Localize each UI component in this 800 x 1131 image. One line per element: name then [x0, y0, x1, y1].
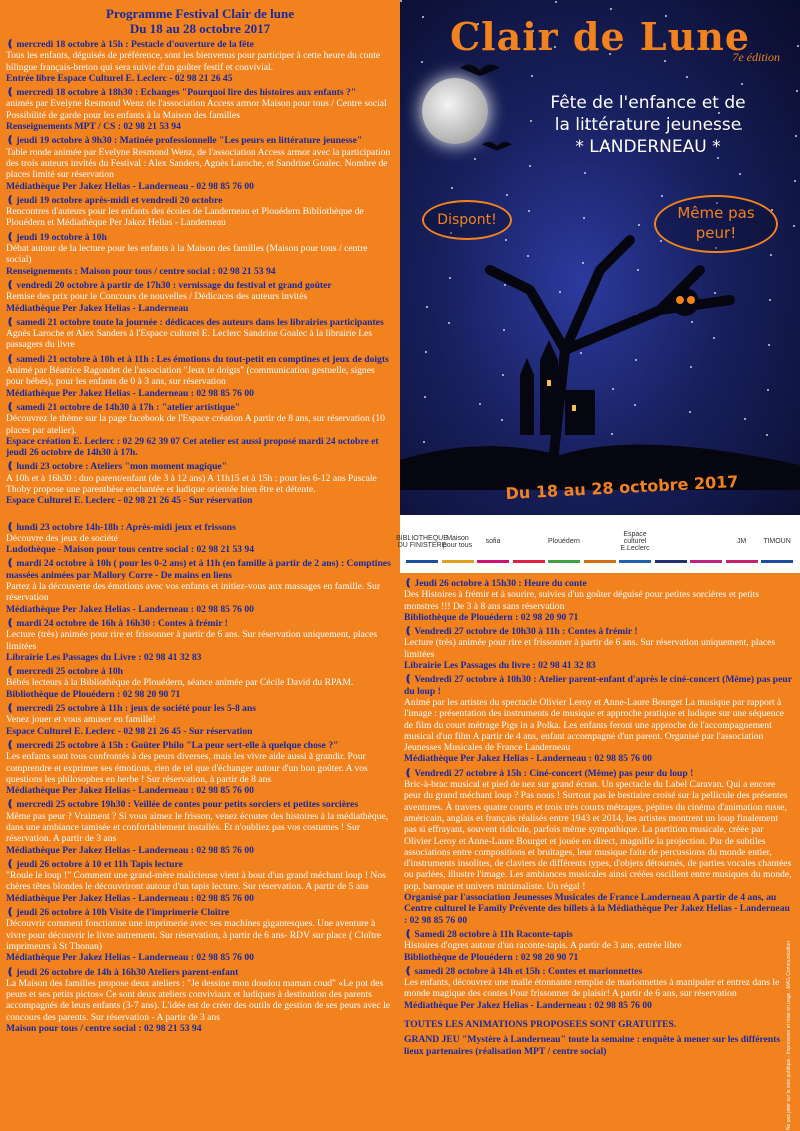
partner-logo: [513, 523, 545, 563]
event-contact: Médiathèque Per Jakez Helias - Landerneau - 02 98 85 76 00: [6, 180, 254, 192]
moon-bullet-icon: ❪: [404, 767, 413, 779]
print-credit: [786, 880, 796, 1130]
event-item: [6, 859, 394, 904]
programme-title: Programme Festival Clair de lune: [106, 6, 294, 21]
event-title-text: mercredi 25 octobre à 11h : jeux de société pour les 5-8 ans: [16, 703, 257, 715]
event-description: animés par Evelyne Resmond Wenz de l'association Access armor Maison pour tous / Centre social Possibilité de garde pour les enfants à la Maison des familles: [6, 98, 387, 121]
print-credit-text: Ne pas jeter sur la voie publique - Impression et mise en page : MAG Communication: [786, 941, 792, 1130]
event-title-text: samedi 28 octobre à 14h et 15h : Contes et marionnettes: [414, 965, 643, 977]
bat-icon: [460, 60, 500, 80]
event-item: [6, 618, 394, 663]
event-item: [6, 740, 394, 796]
event-item: [6, 799, 394, 855]
poster-edition: 7e édition: [732, 50, 780, 64]
event-item: [6, 558, 394, 614]
event-item: [404, 626, 792, 671]
event-contact: Médiathèque Per Jakez Helias - Landerneau : 02 98 85 76 00: [404, 753, 652, 765]
event-description: Bric-à-brac musical et pied de nez sur grand écran. Un spectacle du Label Caravan. Qui a encore peur du grand méchant loup ? Pas nous ! Surtout pas le bestiaire croisé sur la pellicule des présentes aventures. À travers quatre courts et trois très courts métrages, pépites du cinéma d'animation russe, américain, anglais et français réalisés entre 1943 et 2014, les artistes montrent un loup finalement pas si effrayant, souvent ridicule, parfois même sympathique. La partition musicale, créée par Olivier Leroy et Anne-Laure Bourget et jouée en direct, magnifie la projection. Par de subtiles associations entre compositions et bruitages, leur musique faite de percussions du monde entier, d'instruments insolites, de claviers de différents types, d'objets détournés, de parties vocales chantées ou parlées, illustre l'image. Les ambiances musicales ainsi créées oscillent entre musiques du monde, pop, baroque et univers minimaliste. Un régal !: [404, 779, 792, 892]
moon-bullet-icon: ❪: [404, 578, 413, 589]
event-contact: Librairie Les Passages du livre : 02 98 41 32 83: [404, 660, 596, 672]
event-contact: Espace Culturel E. Leclerc - 02 98 21 26 45 - Sur réservation: [6, 725, 253, 737]
event-item: [6, 232, 394, 277]
event-title-text: mercredi 18 octobre à 18h30 : Echanges "Pourquoi lire des histoires aux enfants ?": [16, 87, 357, 99]
event-contact: Bibliothèque de Plouédern : 02 98 20 90 71: [404, 951, 579, 963]
event-title: [6, 666, 394, 677]
event-description: Débat autour de la lecture pour les enfants à la Maison des familles (Maison pour tous / centre social): [6, 243, 368, 266]
free-notice: TOUTES LES ANIMATIONS PROPOSEES SONT GRATUITES.: [404, 1018, 677, 1030]
event-title-text: jeudi 26 octobre de 14h à 16h30 Ateliers parent-enfant: [16, 966, 239, 978]
event-title: [6, 859, 394, 870]
event-contact: Bibliothèque de Plouédern : 02 98 20 90 71: [404, 611, 579, 623]
event-title-text: samedi 21 octobre toute la journée : dédicaces des auteurs dans les librairies participantes: [16, 316, 384, 328]
star: [739, 173, 741, 175]
event-title: [404, 966, 792, 977]
event-title-text: mercredi 25 octobre 19h30 : Veillée de contes pour petits sorciers et petites sorcières: [16, 799, 359, 811]
event-description: Rencontres d'auteurs pour les enfants des écoles de Landerneau et Plouédern Bibliothèque de Plouédern et Médiathèque Per Jakez Helias - Landerneau: [6, 206, 364, 229]
event-item: [6, 354, 394, 399]
moon-bullet-icon: ❪: [6, 521, 15, 533]
speech-bubble-right: Même pas peur!: [654, 195, 778, 253]
event-description: Lecture (très) animée pour rire et frissonner à partir de 6 ans. Sur réservation uniquement, places limitées: [404, 637, 776, 660]
event-contact: Renseignements : Maison pour tous / centre social : 02 98 21 53 94: [6, 265, 276, 277]
event-title: [6, 703, 394, 714]
event-title-text: mardi 24 octobre de 16h à 16h30 : Contes à frémir !: [16, 617, 228, 629]
partner-logos: [396, 515, 800, 573]
event-title: [6, 232, 394, 243]
event-description: Remise des prix pour le Concours de nouvelles / Dédicaces des auteurs invités: [6, 291, 308, 303]
moon-bullet-icon: ❪: [6, 666, 15, 678]
event-description: Les enfants, découvrez une malle étonnante remplie de marionnettes à manipuler et entrez dans le monde magique des contes Pour frissonner de plaisir! A partir de 6 ans, sur réservation: [404, 977, 780, 1000]
event-contact: Médiathèque Per Jakez Helias - Landerneau : 02 98 85 76 00: [6, 892, 254, 904]
event-description: Bébés lecteurs à la Bibliothèque de Plouédern, séance animée par Cécile David du RPAM.: [6, 677, 354, 689]
star: [664, 60, 666, 62]
event-title: [6, 195, 394, 206]
event-title-text: mercredi 25 octobre à 15h : Goûter Philo "La peur sert-elle à quelque chose ?": [16, 739, 339, 751]
event-item: [6, 461, 394, 506]
event-description: Animé par Béatrice Ragondet de l'association "Jeux te doigts" (communication gestuelle, signes pour bébés), pour les enfants de 0 à 3 ans, sur réservation: [6, 365, 375, 388]
partner-logo: Espace culturel E.Leclerc: [619, 523, 651, 563]
moon-bullet-icon: ❪: [6, 194, 15, 206]
star: [661, 195, 663, 197]
speech-bubble-left: Dispont!: [422, 200, 512, 240]
event-description: Animé par les artistes du spectacle Olivier Leroy et Anne-Laure Bourget La musique par rapport à l'image : présentation des instruments de musique et approche pratique et ludique sur une séquence de film du court métrage Pigs in a Polka. Les enfants feront une approche de l'accompagnement musical d'un film A partir de 4 ans, enfant accompagné d'un parent. Organisé par l'association Jeunesses Musicales de France Landerneau: [404, 696, 785, 754]
event-item: [404, 966, 792, 1011]
event-title: [6, 907, 394, 918]
moon-bullet-icon: ❪: [404, 965, 413, 977]
partner-logo: BIBLIOTHEQUE DU FINISTERE: [406, 523, 438, 563]
event-contact: Organisé par l'association Jeunesses Musicales de France Landerneau A partir de 4 ans, au Centre culturel le Family Prévente des billets à la Médiathèque Per Jakez Helias - Landerneau : 02 98 85 76 00: [404, 892, 790, 926]
moon-bullet-icon: ❪: [404, 626, 413, 638]
event-item: [404, 929, 792, 963]
star: [531, 75, 533, 77]
star: [400, 0, 402, 2]
event-description: Partez à la découverte des émotions avec vos enfants et initiez-vous aux massages en famille. Sur réservation: [6, 581, 381, 604]
event-item: [404, 578, 792, 623]
moon-bullet-icon: ❪: [6, 799, 15, 811]
moon-bullet-icon: ❪: [6, 617, 15, 629]
event-title-text: vendredi 20 octobre à partir de 17h30 : vernissage du festival et grand goûter: [16, 279, 332, 291]
event-description: Histoires d'ogres autour d'un raconte-tapis. A partir de 3 ans, entrée libre: [404, 940, 682, 952]
star: [529, 165, 531, 167]
star: [474, 158, 476, 160]
event-description: Venez jouer et vous amuser en famille!: [6, 714, 156, 726]
event-item: [6, 967, 394, 1035]
event-title-text: jeudi 19 octobre à 10h: [16, 231, 107, 243]
partner-logo: Plouédern: [548, 523, 580, 563]
event-title: [404, 768, 792, 779]
poster-subtitle-line-1: Fête de l'enfance et de: [550, 93, 746, 113]
event-description: Découvrez le thème sur la page facebook de l'Espace création A partir de 8 ans, sur réservation (10 places par atelier).: [6, 413, 385, 436]
event-title-text: Vendredi 27 octobre à 10h30 : Atelier parent-enfant d'après le ciné-concert (Même) pas peur du loup !: [404, 674, 792, 697]
star: [555, 1, 557, 3]
event-title: [6, 354, 394, 365]
event-description: A 10h et à 16h30 : duo parent/enfant (de 3 à 12 ans) A 11h15 et à 15h : pour les 6-12 ans Pascale Thoby propose une parenthèse enchantée et ludique orientée bien être et détente.: [6, 472, 377, 495]
event-contact: Médiathèque Per Jakez Helias - Landerneau: [6, 302, 189, 314]
moon-bullet-icon: ❪: [6, 279, 15, 291]
star: [583, 217, 585, 219]
event-title-text: Jeudi 26 octobre à 15h30 : Heure du conte: [414, 578, 587, 589]
grand-jeu-notice: GRAND JEU "Mystère à Landerneau" toute la semaine : enquête à mener sur les différents lieux partenaires (réalisation MPT / centre social): [404, 1034, 781, 1057]
moon-icon: [422, 78, 488, 144]
event-title: [6, 87, 394, 98]
event-contact: Bibliothèque de Plouédern : 02 98 20 90 71: [6, 688, 181, 700]
moon-bullet-icon: ❪: [6, 316, 15, 328]
event-item: [6, 522, 394, 556]
star: [741, 83, 743, 85]
star: [638, 224, 640, 226]
moon-bullet-icon: ❪: [404, 928, 413, 940]
event-title: [6, 317, 394, 328]
programme-dates: Du 18 au 28 octobre 2017: [129, 21, 271, 36]
event-title: [404, 929, 792, 940]
poster-subtitle-line-2: la littérature jeunesse: [554, 115, 742, 135]
poster-subtitle-line-3: * LANDERNEAU *: [575, 137, 721, 157]
event-title: [6, 740, 394, 751]
star: [451, 187, 453, 189]
event-title: [404, 674, 792, 697]
event-title-text: jeudi 26 octobre à 10 et 11h Tapis lecture: [16, 858, 183, 870]
event-description: Lecture (très) animée pour rire et frissonner à partir de 6 ans. Sur réservation uniquement, places limitées: [6, 629, 378, 652]
partner-logo: TIMOUN: [761, 523, 793, 563]
moon-bullet-icon: ❪: [6, 231, 15, 243]
event-item: [404, 674, 792, 764]
event-item: [6, 39, 394, 84]
event-title-text: jeudi 19 octobre à 9h30 : Matinée professionnelle "Les peurs en littérature jeunesse": [16, 135, 363, 147]
partner-logo: JM: [726, 523, 758, 563]
event-contact: Maison pour tous / centre social : 02 98 21 53 94: [6, 1023, 202, 1035]
event-contact: Médiathèque Per Jakez Helias - Landerneau : 02 98 85 76 00: [6, 785, 254, 797]
event-description: "Roule le loup !" Comment une grand-mère malicieuse vient à bout d'un grand méchant loup ! Nos chères têtes blondes le découvriront autour d'un tapis lecture. Sur réservation. A partir de 5 ans: [6, 870, 386, 893]
event-item: [6, 317, 394, 351]
event-item: [6, 907, 394, 963]
event-title-text: Vendredi 27 octobre de 10h30 à 11h : Contes à frémir !: [414, 626, 638, 638]
partner-logo: [584, 523, 616, 563]
event-title-text: jeudi 26 octobre à 10h Visite de l'imprimerie Cloître: [16, 907, 230, 919]
event-contact: Médiathèque Per Jakez Helias - Landerneau : 02 98 85 76 00: [6, 387, 254, 399]
poster-subtitle: [498, 92, 798, 158]
event-item: [6, 402, 394, 458]
event-contact: Renseignements MPT / CS : 02 98 21 53 94: [6, 121, 181, 133]
moon-bullet-icon: ❪: [6, 39, 15, 50]
event-title-text: Vendredi 27 octobre à 15h : Ciné-concert (Même) pas peur du loup !: [414, 767, 694, 779]
event-description: Des Histoires à frémir et à sourire, suivies d'un goûter déguisé pour petites sorcières et petits monstres !!! De 3 à 8 ans sans réservation: [404, 589, 760, 612]
partner-logo: sofia: [477, 523, 509, 563]
moon-bullet-icon: ❪: [6, 703, 15, 715]
star: [686, 76, 688, 78]
event-description: Tous les enfants, déguisés de préférence, sont les bienvenus pour participer à cette heure du conte bilingue français-breton qui sera suivie d'un goûter festif et convivial.: [6, 50, 381, 73]
event-title: [6, 39, 394, 50]
event-title: [6, 402, 394, 413]
event-title: [6, 967, 394, 978]
event-contact: Médiathèque Per Jakez Helias - Landerneau : 02 98 85 76 00: [6, 952, 254, 964]
event-title: [6, 799, 394, 810]
event-title-text: lundi 23 octobre : Ateliers "mon moment magique": [16, 461, 227, 473]
event-title: [6, 522, 394, 533]
star: [506, 194, 508, 196]
event-contact: Espace Culturel E. Leclerc - 02 98 21 26 45 - Sur réservation: [6, 495, 253, 507]
star: [794, 180, 796, 182]
moon-bullet-icon: ❪: [6, 907, 15, 919]
event-contact: Médiathèque Per Jakez Helias - Landerneau : 02 98 85 76 00: [6, 844, 254, 856]
event-title-text: lundi 23 octobre 14h-18h : Après-midi jeux et frissons: [16, 521, 236, 533]
event-title-text: mercredi 18 octobre à 15h : Pestacle d'ouverture de la fête: [16, 39, 254, 50]
event-item: [6, 195, 394, 229]
event-description: Les enfants sont tous confrontés à des peurs diverses, mais les vivre aide aussi à grandir. Pour comprendre et exprimer ses émotions, rien de tel que d'échanger autour d'un bon goûter. A vos questions les philosophes en herbe ! Sur réservation, à partir de 8 ans: [6, 751, 368, 785]
partner-logo: Maison pour tous: [442, 523, 474, 563]
festival-poster: [400, 0, 800, 515]
event-title-text: mercredi 25 octobre à 10h: [16, 666, 123, 678]
event-description: Table ronde animée par Evelyne Resmond Wenz, de l'association Access armor avec la participation des trois auteurs invités du Festival : Alex Sanders, Agnès Laroche, et Sandrine Goalec. Nombre de places limité sur réservation: [6, 146, 391, 181]
poster-title: Clair de Lune: [449, 14, 751, 59]
right-event-list: [404, 578, 792, 1011]
moon-bullet-icon: ❪: [6, 353, 15, 365]
left-event-list: [6, 39, 394, 1034]
partner-logo: [655, 523, 687, 563]
event-contact: Médiathèque Per Jakez Helias - Landerneau : 02 98 85 76 00: [6, 603, 254, 615]
event-title: [6, 618, 394, 629]
partner-logo: [690, 523, 722, 563]
event-title: [404, 578, 792, 589]
event-title: [404, 626, 792, 637]
event-contact: Espace création E. Leclerc : 02 29 62 39 07 Cet atelier est aussi proposé mardi 24 octobre et jeudi 26 octobre de 14h30 à 17h.: [6, 435, 379, 459]
event-title: [6, 135, 394, 146]
event-description: La Maison des familles propose deux ateliers : "Je dessine mon doudou maman coud" «Le pot des peurs et ses petits pictos» Ce sont deux ateliers conviviaux et ludiques à destination des parents accompagnés de leurs enfants (3-7 ans). L'idée est de créer des outils de gestion de ses peurs avec le concours des parents. Sur réservation - A partir de 3 ans: [6, 977, 390, 1023]
event-title: [6, 461, 394, 472]
event-title-text: Samedi 28 octobre à 11h Raconte-tapis: [414, 928, 573, 940]
star: [584, 172, 586, 174]
bat-icon: [482, 138, 512, 154]
event-contact: Entrée libre Espace Culturel E. Leclerc - 02 98 21 26 45: [6, 72, 233, 84]
event-title: [6, 558, 394, 581]
star: [421, 61, 423, 63]
moon-bullet-icon: ❪: [6, 461, 15, 473]
star: [528, 210, 530, 212]
event-description: Découvre des jeux de société: [6, 532, 118, 544]
event-description: Même pas peur ? Vraiment ? Si vous aimez le frisson, venez écouter des histoires à la médiathèque, dans une ambiance tamisée et confortablement installés. Et n'oubliez pas vos costumes ! Sur réservation. A partir de 3 ans: [6, 810, 389, 845]
event-title-text: jeudi 19 octobre après-midi et vendredi 20 octobre: [16, 194, 223, 206]
star: [793, 225, 795, 227]
owl-icon: [671, 288, 699, 316]
event-title-text: mardi 24 octobre à 10h ( pour les 0-2 ans) et à 11h (en famille à partir de 2 ans) : Comptines massées animées par Mallory Corre - De mains en liens: [6, 558, 391, 581]
moon-bullet-icon: ❪: [6, 401, 15, 413]
left-column: [6, 6, 394, 1126]
moon-bullet-icon: ❪: [404, 674, 413, 686]
event-title-text: samedi 21 octobre de 14h30 à 17h : "atelier artistique": [16, 401, 241, 413]
moon-bullet-icon: ❪: [6, 966, 15, 978]
poster-dates: Du 18 au 28 octobre 2017: [505, 471, 739, 504]
event-item: [6, 703, 394, 737]
tree-and-castle-illustration: [400, 230, 800, 490]
event-item: [6, 280, 394, 314]
event-item: [404, 768, 792, 926]
event-item: [6, 666, 394, 700]
moon-bullet-icon: ❪: [6, 87, 15, 99]
event-title-text: samedi 21 octobre à 10h et à 11h : Les émotions du tout-petit en comptines et jeux de doigts: [16, 353, 389, 365]
moon-bullet-icon: ❪: [6, 858, 15, 870]
event-title: [6, 280, 394, 291]
event-item: [6, 87, 394, 132]
event-contact: Ludothèque - Maison pour tous centre social : 02 98 21 53 94: [6, 544, 255, 556]
right-column: [404, 578, 792, 1126]
event-contact: Médiathèque Per Jakez Helias - Landerneau : 02 98 85 76 00: [404, 999, 652, 1011]
star: [610, 8, 612, 10]
event-description: Découvrir comment fonctionne une imprimerie avec ses machines gigantesques. Une aventure à vivre pour découvrir le livre autrement. Sur réservation, à partir de 6 ans- RDV sur place ( Cloître imprimeurs à St Thonan): [6, 918, 382, 952]
moon-bullet-icon: ❪: [6, 739, 15, 751]
moon-bullet-icon: ❪: [6, 135, 15, 147]
spacer: [6, 510, 394, 522]
event-contact: Librairie Les Passages du Livre : 02 98 41 32 83: [6, 651, 202, 663]
event-item: [6, 135, 394, 191]
moon-bullet-icon: ❪: [6, 558, 15, 570]
event-description: Agnès Laroche et Alex Sanders à l'Espace culturel E. Leclerc Sandrine Goalec à la librairie Les passagers du livre: [6, 328, 373, 351]
